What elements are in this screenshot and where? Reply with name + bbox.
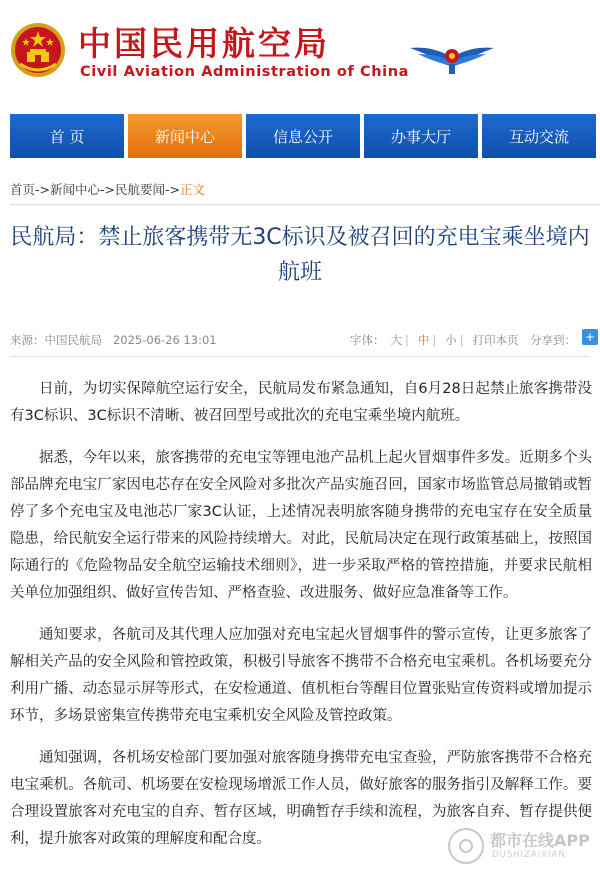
breadcrumb: [10, 180, 205, 198]
site-header: [0, 0, 600, 108]
article-paragraph: 据悉，今年以来，旅客携带的充电宝等锂电池产品机上起火冒烟事件多发。近期多个头部品牌充电宝厂家因电芯存在安全风险对多批次产品实施召回，国家市场监管总局撤销或暂停了多个充电宝及电池芯厂家3C认证，上述情况表明旅客随身携带的充电宝存在安全质量隐患，给民航安全运行带来的风险持续增大。对此，民航局决定在现行政策基础上，按照国际通行的《危险物品安全航空运输技术细则》，进一步采取严格的管控措施，并要求民航相关单位加强组织、做好宣传告知、严格查验、改进服务、做好应急准备等工作。: [10, 450, 592, 601]
caac-wings-logo-icon: [408, 34, 496, 76]
article-content: [10, 376, 592, 868]
nav-item-home[interactable]: 首 页: [10, 114, 124, 158]
main-nav: [10, 114, 600, 158]
breadcrumb-current: 正文: [180, 182, 206, 197]
meta-divider: [10, 356, 590, 357]
font-size-small[interactable]: 小: [445, 333, 457, 347]
breadcrumb-divider: [10, 204, 600, 205]
breadcrumb-home[interactable]: 首页: [10, 182, 36, 197]
font-size-separator: |: [405, 333, 409, 347]
share-label: 分享到：: [530, 333, 576, 347]
national-emblem-icon: [10, 22, 66, 78]
nav-item-news-center[interactable]: 新闻中心: [128, 114, 242, 158]
font-size-label: 字体：: [350, 333, 385, 347]
article-paragraph: 通知强调，各机场安检部门要加强对旅客随身携带充电宝查验，严防旅客携带不合格充电宝乘机。各航司、机场要在安检现场增派工作人员，做好旅客的服务指引及解释工作。要合理设置旅客对充电宝的自弃、暂存区域，明确暂存手续和流程，为旅客自弃、暂存提供便利，提升旅客对政策的理解度和配合度。: [10, 750, 592, 847]
font-size-separator: |: [432, 333, 437, 347]
breadcrumb-separator: ->: [35, 182, 50, 197]
font-size-large[interactable]: 大: [390, 333, 402, 347]
site-title-cn: 中国民用航空局: [78, 24, 330, 63]
print-page-link[interactable]: 打印本页: [472, 333, 519, 347]
article-date: 2025-06-26 13:01: [112, 333, 217, 347]
font-size-tools: [350, 332, 519, 348]
nav-item-interaction[interactable]: 互动交流: [482, 114, 596, 158]
share-plus-icon[interactable]: +: [582, 329, 598, 345]
site-title-en: Civil Aviation Administration of China: [80, 64, 410, 80]
font-size-medium[interactable]: 中: [417, 333, 430, 347]
breadcrumb-separator: ->: [165, 182, 180, 197]
article-paragraph: 通知要求，各航司及其代理人应加强对充电宝起火冒烟事件的警示宣传，让更多旅客了解相关产品的安全风险和管控政策，积极引导旅客不携带不合格充电宝乘机。各机场要充分利用广播、动态显示屏等形式，在安检通道、值机柜台等醒目位置张贴宣传资料或增加提示环节，多场景密集宣传携带充电宝乘机安全风险及管控政策。: [10, 627, 592, 724]
app-watermark: [448, 826, 598, 870]
nav-item-info-disclosure[interactable]: 信息公开: [246, 114, 360, 158]
watermark-text-en: DUSHIZAIXIAN: [492, 850, 566, 860]
breadcrumb-separator: ->: [100, 182, 115, 197]
article-paragraph: 日前，为切实保障航空运行安全，民航局发布紧急通知，自6月28日起禁止旅客携带没有3C标识、3C标识不清晰、被召回型号或批次的充电宝乘坐境内航班。: [10, 381, 592, 424]
watermark-logo-icon: [448, 828, 484, 864]
article-source: 来源：中国民航局: [10, 333, 102, 347]
font-size-separator: |: [459, 333, 464, 347]
article-meta: [10, 326, 596, 352]
watermark-text-cn: 都市在线APP: [490, 831, 590, 850]
breadcrumb-news-center[interactable]: 新闻中心: [50, 182, 101, 197]
breadcrumb-news-sub[interactable]: 民航要闻: [115, 182, 166, 197]
article-title: 民航局：禁止旅客携带无3C标识及被召回的充电宝乘坐境内航班: [10, 225, 590, 285]
article-source-date: [10, 332, 217, 348]
nav-item-service-hall[interactable]: 办事大厅: [364, 114, 478, 158]
